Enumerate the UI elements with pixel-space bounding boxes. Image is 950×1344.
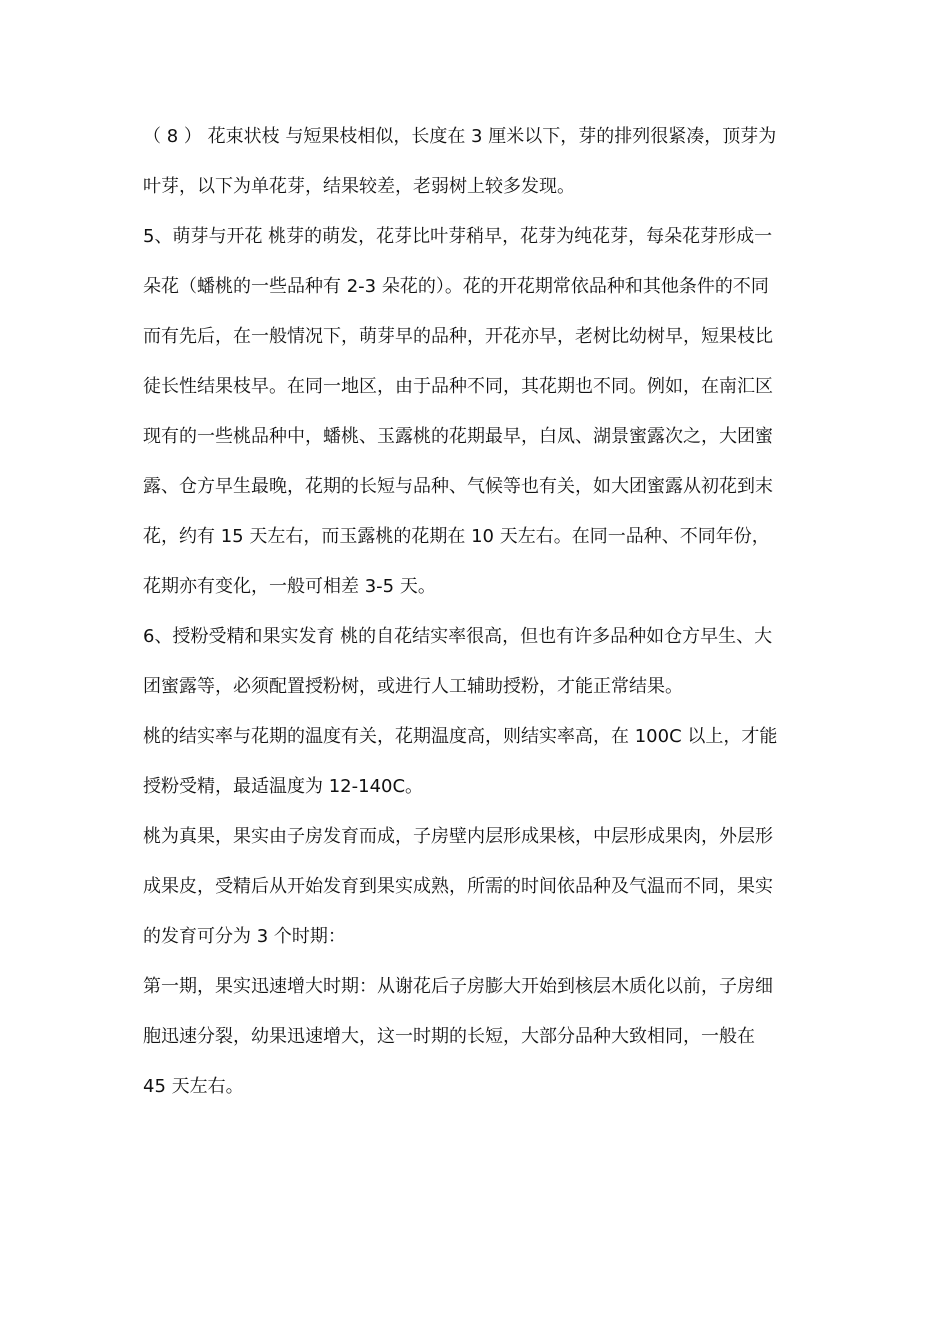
text-line-14: 授粉受精，最适温度为 12-140C。 xyxy=(143,776,424,797)
text-line-2: 叶芽，以下为单花芽，结果较差，老弱树上较多发现。 xyxy=(143,176,575,197)
text-line-4: 朵花（蟠桃的一些品种有 2-3 朵花的）。花的开花期常依品种和其他条件的不同 xyxy=(143,276,769,297)
text-line-12: 团蜜露等，必须配置授粉树，或进行人工辅助授粉，才能正常结果。 xyxy=(143,676,683,697)
text-line-1: （ 8 ） 花束状枝 与短果枝相似，长度在 3 厘米以下，芽的排列很紧凑，顶芽为 xyxy=(143,126,777,147)
document-body xyxy=(143,112,811,1112)
text-line-19: 胞迅速分裂，幼果迅速增大，这一时期的长短，大部分品种大致相同，一般在 xyxy=(143,1026,755,1047)
text-line-15: 桃为真果，果实由子房发育而成，子房壁内层形成果核，中层形成果肉，外层形 xyxy=(143,826,773,847)
text-line-20: 45 天左右。 xyxy=(143,1076,244,1097)
text-line-3: 5、萌芽与开花 桃芽的萌发，花芽比叶芽稍早，花芽为纯花芽，每朵花芽形成一 xyxy=(143,226,773,247)
text-line-10: 花期亦有变化，一般可相差 3-5 天。 xyxy=(143,576,436,597)
text-line-5: 而有先后，在一般情况下，萌芽早的品种，开花亦早，老树比幼树早，短果枝比 xyxy=(143,326,773,347)
text-line-16: 成果皮，受精后从开始发育到果实成熟，所需的时间依品种及气温而不同，果实 xyxy=(143,876,773,897)
text-line-13: 桃的结实率与花期的温度有关，花期温度高，则结实率高，在 100C 以上，才能 xyxy=(143,726,778,747)
text-line-17: 的发育可分为 3 个时期： xyxy=(143,926,346,947)
text-line-18: 第一期，果实迅速增大时期：从谢花后子房膨大开始到核层木质化以前，子房细 xyxy=(143,976,773,997)
text-line-6: 徒长性结果枝早。在同一地区，由于品种不同，其花期也不同。例如，在南汇区 xyxy=(143,376,773,397)
text-line-9: 花，约有 15 天左右，而玉露桃的花期在 10 天左右。在同一品种、不同年份， xyxy=(143,526,770,547)
text-line-7: 现有的一些桃品种中，蟠桃、玉露桃的花期最早，白凤、湖景蜜露次之，大团蜜 xyxy=(143,426,773,447)
text-line-11: 6、授粉受精和果实发育 桃的自花结实率很高，但也有许多品种如仓方早生、大 xyxy=(143,626,773,647)
text-line-8: 露、仓方早生最晚，花期的长短与品种、气候等也有关，如大团蜜露从初花到末 xyxy=(143,476,773,497)
